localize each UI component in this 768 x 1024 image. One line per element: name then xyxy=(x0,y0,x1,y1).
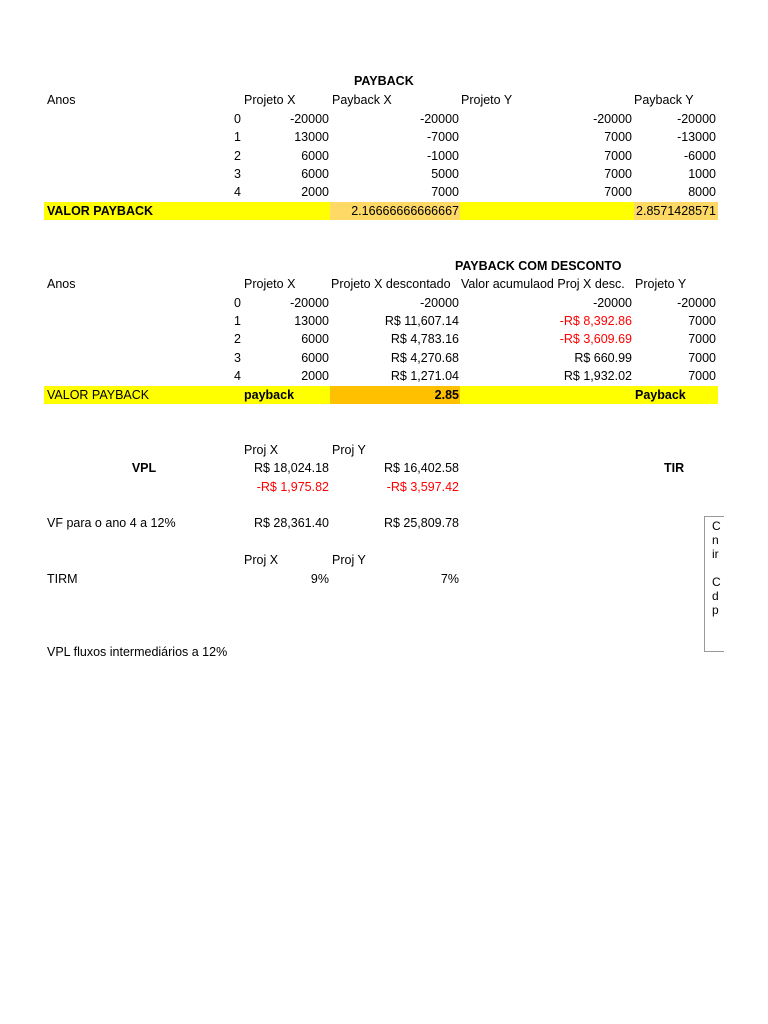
desc-acumulado: -20000 xyxy=(593,296,632,310)
desc-proj-y: 7000 xyxy=(688,314,716,329)
vf-label: VF para o ano 4 a 12% xyxy=(47,516,176,530)
vpl-y2: -R$ 3,597.42 xyxy=(386,480,459,494)
header-anos: Anos xyxy=(47,93,76,107)
payback-payback-x: -20000 xyxy=(420,112,459,126)
valor-payback-y: 2.8571428571 xyxy=(636,204,716,218)
payback-proj-x: 6000 xyxy=(301,166,329,181)
desc-header-projeto-y: Projeto Y xyxy=(635,277,687,291)
desc-header-proj-x-desc: Projeto X descontado xyxy=(331,277,451,291)
header-payback-x: Payback X xyxy=(332,93,392,107)
note-line: n xyxy=(712,533,719,547)
payback-proj-y: 7000 xyxy=(604,166,632,181)
note-line xyxy=(712,561,724,575)
desc-header-anos: Anos xyxy=(47,277,76,291)
payback-proj-y: 7000 xyxy=(604,130,632,145)
payback-ano: 3 xyxy=(234,166,241,181)
desconto-title: PAYBACK COM DESCONTO xyxy=(455,259,622,273)
desc-proj-x-desc: R$ 1,271.04 xyxy=(390,368,459,383)
valor-payback-label: VALOR PAYBACK xyxy=(47,204,154,218)
desc-payback-label-x: payback xyxy=(244,388,295,402)
vpl-col-y: Proj Y xyxy=(332,443,366,457)
vpl-intermediarios-label: VPL fluxos intermediários a 12% xyxy=(47,645,228,659)
header-projeto-y: Projeto Y xyxy=(461,93,513,107)
tirm-y: 7% xyxy=(440,572,459,586)
desc-proj-x: 6000 xyxy=(301,350,329,365)
note-line: C xyxy=(712,575,721,589)
desc-proj-y: 7000 xyxy=(688,368,716,383)
desc-acumulado: -R$ 8,392.86 xyxy=(559,314,632,329)
payback-payback-x: 5000 xyxy=(431,166,459,181)
tirm-x: 9% xyxy=(310,572,329,586)
desc-ano: 0 xyxy=(234,296,241,310)
payback-proj-y: 7000 xyxy=(604,185,632,200)
payback-payback-y: -20000 xyxy=(677,112,716,126)
desc-ano: 1 xyxy=(234,314,241,329)
payback-payback-y: -6000 xyxy=(684,148,716,163)
note-line: p xyxy=(712,603,719,617)
payback-proj-y: 7000 xyxy=(604,148,632,163)
vpl-x1: R$ 18,024.18 xyxy=(253,461,329,475)
tirm-col-x: Proj X xyxy=(244,553,279,567)
desc-proj-y: 7000 xyxy=(688,332,716,347)
desc-ano: 2 xyxy=(234,332,241,347)
header-payback-y: Payback Y xyxy=(634,93,694,107)
payback-proj-x: 2000 xyxy=(301,185,329,200)
vf-x: R$ 28,361.40 xyxy=(253,516,329,530)
note-line: d xyxy=(712,589,719,603)
desc-valor-payback-label: VALOR PAYBACK xyxy=(47,388,150,402)
desc-proj-x: 2000 xyxy=(301,368,329,383)
note-line: ir xyxy=(712,547,719,561)
payback-ano: 2 xyxy=(234,148,241,163)
desc-ano: 4 xyxy=(234,368,241,383)
header-projeto-x: Projeto X xyxy=(244,93,296,107)
payback-payback-x: 7000 xyxy=(431,185,459,200)
tir-label: TIR xyxy=(664,461,685,475)
vpl-x2: -R$ 1,975.82 xyxy=(256,480,329,494)
desc-proj-x-desc: -20000 xyxy=(420,296,459,310)
payback-payback-x: -7000 xyxy=(427,130,459,145)
desc-proj-x-desc: R$ 4,270.68 xyxy=(390,350,459,365)
payback-payback-y: 1000 xyxy=(688,166,716,181)
valor-payback-x: 2.16666666666667 xyxy=(351,204,459,218)
vpl-col-x: Proj X xyxy=(244,443,279,457)
vpl-y1: R$ 16,402.58 xyxy=(383,461,459,475)
desc-proj-x: -20000 xyxy=(290,296,329,310)
payback-payback-y: 8000 xyxy=(688,185,716,200)
payback-proj-x: -20000 xyxy=(290,112,329,126)
comment-note[interactable] xyxy=(704,516,724,652)
note-line: C xyxy=(712,519,721,533)
desc-acumulado: R$ 1,932.02 xyxy=(563,368,632,383)
desc-ano: 3 xyxy=(234,350,241,365)
vpl-label: VPL xyxy=(131,461,157,475)
payback-proj-x: 6000 xyxy=(301,148,329,163)
desc-valor-payback-x: 2.85 xyxy=(434,388,459,402)
desc-header-acumulado: Valor acumulaod Proj X desc. xyxy=(461,277,625,291)
tirm-label: TIRM xyxy=(47,572,78,586)
payback-proj-x: 13000 xyxy=(294,130,329,145)
desc-proj-x-desc: R$ 11,607.14 xyxy=(384,314,459,329)
desc-acumulado: R$ 660.99 xyxy=(574,350,632,365)
vf-y: R$ 25,809.78 xyxy=(383,516,459,530)
desc-proj-y: 7000 xyxy=(688,350,716,365)
desc-proj-y: -20000 xyxy=(677,296,716,310)
desc-header-projeto-x: Projeto X xyxy=(244,277,296,291)
payback-title: PAYBACK xyxy=(354,74,414,88)
payback-ano: 0 xyxy=(234,112,241,126)
payback-payback-x: -1000 xyxy=(427,148,459,163)
payback-proj-y: -20000 xyxy=(593,112,632,126)
payback-payback-y: -13000 xyxy=(677,130,716,145)
desc-payback-label-y: Payback xyxy=(635,388,686,402)
desc-proj-x: 13000 xyxy=(294,314,329,329)
desc-proj-x-desc: R$ 4,783.16 xyxy=(390,332,459,347)
payback-ano: 1 xyxy=(234,130,241,145)
tirm-col-y: Proj Y xyxy=(332,553,366,567)
desc-acumulado: -R$ 3,609.69 xyxy=(559,332,632,347)
desc-proj-x: 6000 xyxy=(301,332,329,347)
payback-ano: 4 xyxy=(234,185,241,200)
